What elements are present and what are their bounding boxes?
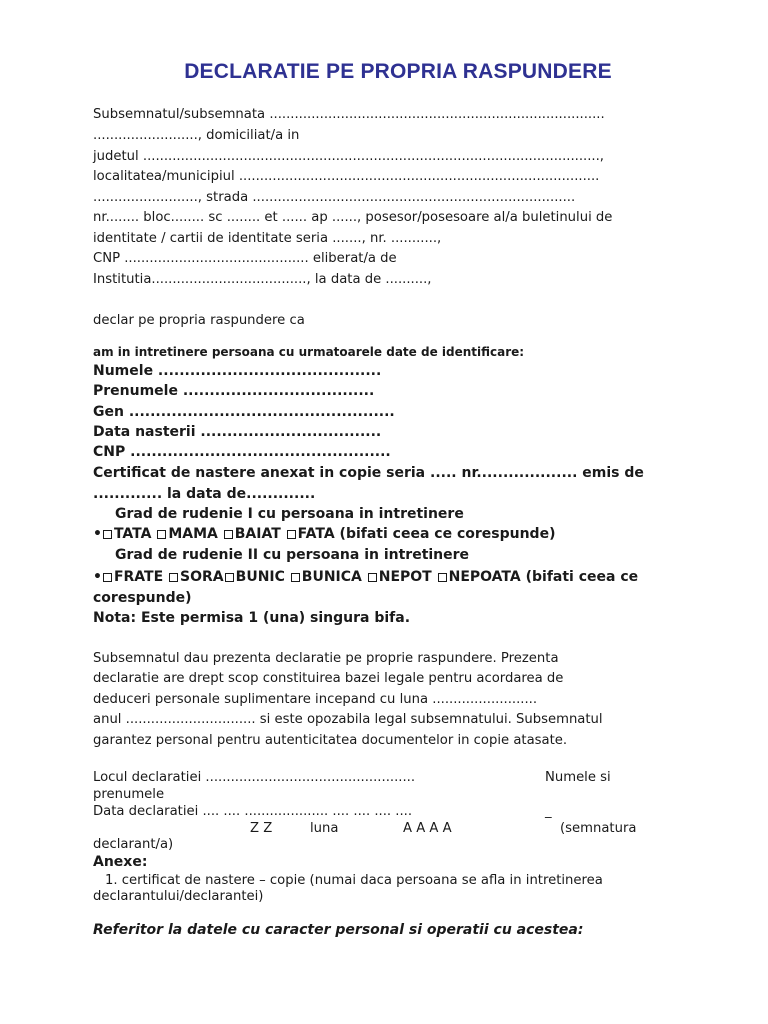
anexe-item-cont: declarantului/declarantei) bbox=[93, 889, 264, 904]
grad2-suffix: (bifati ceea ce bbox=[525, 569, 639, 585]
data-declaratiei: Data declaratiei .... .... .................... .... .... .... .... bbox=[93, 804, 413, 819]
grad2-suffix-cont: corespunde) bbox=[93, 590, 192, 606]
identity-line: ........................., strada ............................................................................. bbox=[93, 190, 576, 205]
signature-dash: _ bbox=[545, 804, 552, 819]
declarant-label: declarant/a) bbox=[93, 837, 174, 852]
label-zz: Z Z bbox=[250, 821, 273, 836]
anexe-item: 1. certificat de nastere – copie (numai daca persoana se afla in intretinerea bbox=[105, 873, 603, 888]
statement-line: garantez personal pentru autenticitatea documentelor in copie atasate. bbox=[93, 733, 568, 748]
option-bunic: BUNIC bbox=[235, 569, 285, 585]
checkbox-frate[interactable] bbox=[103, 573, 112, 582]
checkbox-fata[interactable] bbox=[287, 530, 296, 539]
option-nepot: NEPOT bbox=[378, 569, 432, 585]
option-frate: FRATE bbox=[113, 569, 164, 585]
grad1-options bbox=[93, 526, 555, 542]
statement-line: Subsemnatul dau prezenta declaratie pe proprie raspundere. Prezenta bbox=[93, 651, 559, 666]
identity-line: nr........ bloc........ sc ........ et ...... ap ......, posesor/posesoare al/a buletinului de bbox=[93, 210, 613, 225]
field-cnp: CNP ................................................. bbox=[93, 444, 391, 460]
identity-line: identitate / cartii de identitate seria ......., nr. ..........., bbox=[93, 231, 442, 246]
checkbox-bunic[interactable] bbox=[225, 573, 234, 582]
grad2-title: Grad de rudenie II cu persoana in intretinere bbox=[115, 547, 470, 563]
label-luna: luna bbox=[310, 821, 339, 836]
option-bunica: BUNICA bbox=[301, 569, 362, 585]
field-certificat-date: ............. la data de............. bbox=[93, 486, 316, 502]
statement-line: anul ............................... si este opozabila legal subsemnatului. Subsemnatul bbox=[93, 712, 603, 727]
declar-text: declar pe propria raspundere ca bbox=[93, 313, 305, 328]
page-title: DECLARATIE PE PROPRIA RASPUNDERE bbox=[184, 60, 612, 83]
bullet-icon: • bbox=[93, 526, 102, 542]
checkbox-sora[interactable] bbox=[169, 573, 178, 582]
option-baiat: BAIAT bbox=[234, 526, 281, 542]
locul-declaratiei: Locul declaratiei .................................................. bbox=[93, 770, 416, 785]
identity-line: Subsemnatul/subsemnata ................................................................................ bbox=[93, 107, 605, 122]
identity-line: CNP ............................................ eliberat/a de bbox=[93, 251, 397, 266]
bullet-icon: • bbox=[93, 569, 102, 585]
checkbox-mama[interactable] bbox=[157, 530, 166, 539]
option-sora: SORA bbox=[180, 569, 224, 585]
statement-line: declaratie are drept scop constituirea bazei legale pentru acordarea de bbox=[93, 671, 564, 686]
checkbox-bunica[interactable] bbox=[291, 573, 300, 582]
semnatura-label: (semnatura bbox=[560, 821, 637, 836]
option-mama: MAMA bbox=[168, 526, 218, 542]
grad1-suffix: (bifati ceea ce corespunde) bbox=[339, 526, 556, 542]
checkbox-nepot[interactable] bbox=[368, 573, 377, 582]
label-aaaa: A A A A bbox=[403, 821, 452, 836]
grad1-title: Grad de rudenie I cu persoana in intretinere bbox=[115, 506, 464, 522]
checkbox-baiat[interactable] bbox=[224, 530, 233, 539]
field-prenumele: Prenumele .................................... bbox=[93, 383, 375, 399]
identity-line: judetul ............................................................................................................., bbox=[93, 149, 605, 164]
intretinere-intro: am in intretinere persoana cu urmatoarele date de identificare: bbox=[93, 345, 525, 359]
option-nepoata: NEPOATA bbox=[448, 569, 521, 585]
checkbox-tata[interactable] bbox=[103, 530, 112, 539]
nota: Nota: Este permisa 1 (una) singura bifa. bbox=[93, 610, 411, 626]
field-data-nasterii: Data nasterii .................................. bbox=[93, 424, 382, 440]
identity-line: ........................., domiciliat/a in bbox=[93, 128, 300, 143]
option-fata: FATA bbox=[297, 526, 335, 542]
anexe-title: Anexe: bbox=[93, 854, 148, 870]
checkbox-nepoata[interactable] bbox=[438, 573, 447, 582]
option-tata: TATA bbox=[113, 526, 152, 542]
identity-line: Institutia....................................., la data de .........., bbox=[93, 272, 432, 287]
field-gen: Gen .................................................. bbox=[93, 404, 395, 420]
statement-line: deduceri personale suplimentare incepand cu luna ......................... bbox=[93, 692, 538, 707]
identity-line: localitatea/municipiul ...................................................................................... bbox=[93, 169, 600, 184]
grad2-options bbox=[93, 569, 638, 585]
referitor-heading: Referitor la datele cu caracter personal si operatii cu acestea: bbox=[93, 922, 584, 938]
prenumele-label: prenumele bbox=[93, 787, 165, 802]
field-certificat: Certificat de nastere anexat in copie seria ..... nr................... emis de bbox=[93, 465, 644, 481]
field-numele: Numele .......................................... bbox=[93, 363, 382, 379]
numele-si-label: Numele si bbox=[545, 770, 611, 785]
